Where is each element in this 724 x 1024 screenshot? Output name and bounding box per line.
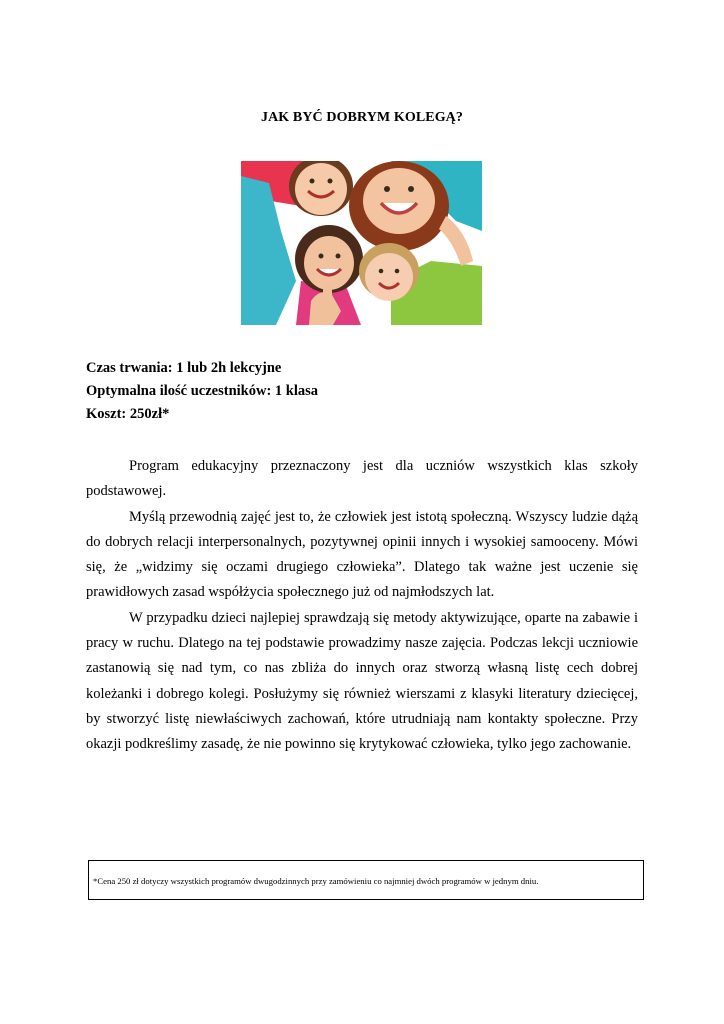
program-description <box>86 454 638 758</box>
cost-line: Koszt: 250zł* <box>86 406 170 422</box>
children-photo <box>241 161 482 325</box>
footnote-box <box>88 860 644 900</box>
paragraph: W przypadku dzieci najlepiej sprawdzają się metody aktywizujące, oparte na zabawie i pracy w ruchu. Dlatego na tej podstawie prowadzimy nasze zajęcia. Podczas lekcji uczniowie zastanowią się nad tym, co nas zbliża do innych oraz stworzą własną listę cech dobrej koleżanki i dobrego kolegi. Posłużymy się również wierszami z klasyki literatury dziecięcej, by stworzyć listę niewłaściwych zachowań, które utrudniają nam kontakty społeczne. Przy okazji podkreślimy zasadę, że nie powinno się krytykować człowieka, tylko jego zachowanie. <box>86 609 638 753</box>
duration-line: Czas trwania: 1 lub 2h lekcyjne <box>86 360 282 376</box>
participants-line: Optymalna ilość uczestników: 1 klasa <box>86 383 319 399</box>
paragraph: Program edukacyjny przeznaczony jest dla uczniów wszystkich klas szkoły podstawowej. <box>86 458 638 500</box>
program-details <box>86 357 646 426</box>
document-title: JAK BYĆ DOBRYM KOLEGĄ? <box>261 110 463 125</box>
price-footnote: *Cena 250 zł dotyczy wszystkich programów dwugodzinnych przy zamówieniu co najmniej dwóch programów w jednym dniu. <box>93 876 539 886</box>
paragraph: Myślą przewodnią zajęć jest to, że człowiek jest istotą społeczną. Wszyscy ludzie dążą do dobrych relacji interpersonalnych, pozytywnej opinii innych i wysokiej samooceny. Mówi się, że „widzimy się oczami drugiego człowieka”. Dlatego tak ważne jest uczenie się prawidłowych zasad współżycia społecznego już od najmłodszych lat. <box>86 508 638 601</box>
